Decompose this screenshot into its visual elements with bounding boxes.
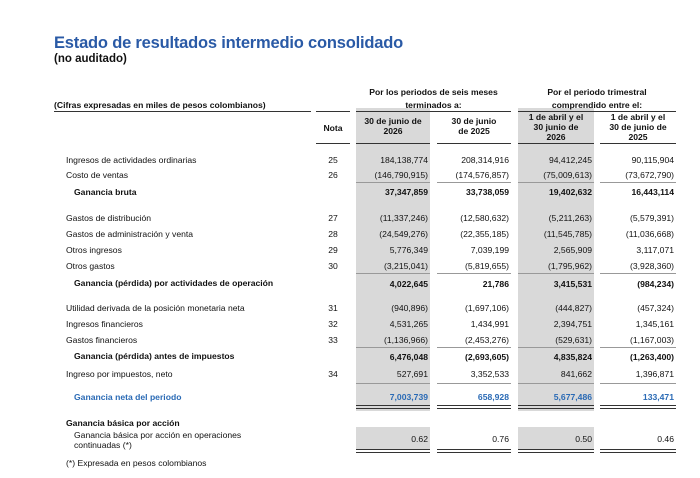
subtotal-rule xyxy=(437,383,511,384)
eps-value-col2: 0.76 xyxy=(492,434,509,444)
group-header-six-months-line1: Por los periodos de seis meses xyxy=(369,87,498,97)
row-value-col3: (5,211,263) xyxy=(548,213,592,223)
subtotal-rule xyxy=(600,383,676,384)
row-nota: 31 xyxy=(328,303,338,313)
row-value-col4: (11,036,668) xyxy=(625,229,674,239)
row-value-col3: (1,795,962) xyxy=(548,261,592,271)
subtotal-rule xyxy=(356,347,430,348)
row-value-col2: (2,693,605) xyxy=(465,352,509,362)
row-value-col1: 37,347,859 xyxy=(384,187,428,197)
row-value-col4: (984,234) xyxy=(637,279,674,289)
net-income-value-col4: 133,471 xyxy=(642,392,674,402)
header-rule-six-months xyxy=(356,111,511,112)
row-value-col4: 90,115,904 xyxy=(631,155,674,165)
row-value-col2: 3,352,533 xyxy=(470,369,509,379)
row-label: Utilidad derivada de la posición monetaria neta xyxy=(66,303,245,313)
row-nota: 29 xyxy=(328,245,338,255)
subtotal-rule xyxy=(356,273,430,274)
row-value-col4: (3,928,360) xyxy=(630,261,674,271)
row-label-subtotal: Ganancia (pérdida) por actividades de operación xyxy=(74,278,274,288)
subtotal-rule xyxy=(600,347,676,348)
row-value-col2: 7,039,199 xyxy=(470,245,509,255)
net-income-value-col2: 658,928 xyxy=(477,392,509,402)
row-value-col3: (529,631) xyxy=(555,335,592,345)
row-value-col2: (2,453,276) xyxy=(465,335,509,345)
row-value-col1: 527,691 xyxy=(396,369,428,379)
subtotal-rule xyxy=(518,383,594,384)
header-bottom-rule-nota xyxy=(316,143,350,144)
group-header-quarter-line2: comprendido entre el: xyxy=(551,100,643,110)
row-value-col1: 4,531,265 xyxy=(389,319,428,329)
eps-value-col1: 0.62 xyxy=(411,434,428,444)
row-value-col2: 33,738,059 xyxy=(465,187,509,197)
row-label-subtotal: Ganancia (pérdida) antes de impuestos xyxy=(74,351,235,361)
group-header-quarter-line1: Por el periodo trimestral xyxy=(547,87,647,97)
subtotal-rule xyxy=(600,182,676,183)
eps-double-rule xyxy=(437,449,511,453)
column-header-six-months-2026-line2: 2026 xyxy=(383,126,403,136)
row-value-col4: 1,396,871 xyxy=(635,369,674,379)
column-header-quarter-2026-line3: 2026 xyxy=(546,132,566,142)
row-value-col2: 1,434,991 xyxy=(470,319,509,329)
net-income-value-col1: 7,003,739 xyxy=(389,392,428,402)
row-label: Ingresos de actividades ordinarias xyxy=(66,155,197,165)
row-value-col4: (73,672,790) xyxy=(625,170,674,180)
row-nota: 28 xyxy=(328,229,338,239)
row-label: Gastos de administración y venta xyxy=(66,229,194,239)
net-income-label: Ganancia neta del periodo xyxy=(74,392,182,402)
column-header-quarter-2025-line2: 30 de junio de xyxy=(609,122,667,132)
net-income-value-col3: 5,677,486 xyxy=(553,392,592,402)
subtotal-rule xyxy=(518,347,594,348)
row-value-col2: (12,580,632) xyxy=(460,213,509,223)
column-header-quarter-2025-line3: 2025 xyxy=(628,132,648,142)
eps-value-col3: 0.50 xyxy=(575,434,592,444)
row-value-col4: 3,117,071 xyxy=(636,245,674,255)
header-bottom-rule-col3 xyxy=(518,143,594,144)
row-nota: 33 xyxy=(328,335,338,345)
row-nota: 34 xyxy=(328,369,338,379)
row-value-col1: 4,022,645 xyxy=(389,279,428,289)
footnote: (*) Expresada en pesos colombianos xyxy=(66,458,207,468)
header-rule-left xyxy=(54,111,311,112)
row-value-col1: 184,138,774 xyxy=(380,155,428,165)
eps-label-line1: Ganancia básica por acción en operaciones xyxy=(74,430,242,440)
header-bottom-rule-col1 xyxy=(356,143,430,144)
double-rule xyxy=(356,405,430,409)
column-header-six-months-2025-line1: 30 de junio xyxy=(451,116,497,126)
row-label: Gastos de distribución xyxy=(66,213,152,223)
row-nota: 25 xyxy=(328,155,338,165)
subtotal-rule xyxy=(437,182,511,183)
row-value-col3: (444,827) xyxy=(555,303,592,313)
column-header-six-months-2025-line2: de 2025 xyxy=(458,126,490,136)
row-value-col4: (1,263,400) xyxy=(630,352,674,362)
group-header-six-months-line2: terminados a: xyxy=(405,100,462,110)
row-value-col2: 208,314,916 xyxy=(461,155,509,165)
row-value-col3: 4,835,824 xyxy=(553,352,592,362)
subtotal-rule xyxy=(600,273,676,274)
row-label: Otros gastos xyxy=(66,261,115,271)
row-value-col4: (457,324) xyxy=(637,303,674,313)
page-subtitle: (no auditado) xyxy=(54,53,127,65)
eps-label-line2: continuadas (*) xyxy=(74,440,132,450)
row-value-col3: 841,662 xyxy=(560,369,592,379)
shaded-column-quarter-2026 xyxy=(518,108,594,411)
row-nota: 32 xyxy=(328,319,338,329)
row-nota: 26 xyxy=(328,170,338,180)
header-rule-nota xyxy=(316,111,350,112)
row-nota: 27 xyxy=(328,213,338,223)
row-value-col3: 2,394,751 xyxy=(553,319,592,329)
column-header-six-months-2026-line1: 30 de junio de xyxy=(364,116,422,126)
row-value-col2: 21,786 xyxy=(482,279,509,289)
header-bottom-rule-col4 xyxy=(600,143,676,144)
row-value-col1: 5,776,349 xyxy=(389,245,428,255)
eps-double-rule xyxy=(600,449,676,453)
row-value-col4: 1,345,161 xyxy=(635,319,674,329)
subtotal-rule xyxy=(518,273,594,274)
row-label: Otros ingresos xyxy=(66,245,122,255)
column-header-quarter-2026-line1: 1 de abril y el xyxy=(528,112,584,122)
subtotal-rule xyxy=(437,347,511,348)
row-value-col3: 19,402,632 xyxy=(548,187,592,197)
row-label-subtotal: Ganancia bruta xyxy=(74,187,137,197)
row-value-col1: (146,790,915) xyxy=(374,170,428,180)
row-value-col1: 6,476,048 xyxy=(389,352,428,362)
row-value-col3: 3,415,531 xyxy=(553,279,592,289)
header-bottom-rule-col2 xyxy=(437,143,511,144)
shaded-column-six-months-2026 xyxy=(356,108,430,411)
row-value-col3: (75,009,613) xyxy=(543,170,592,180)
row-nota: 30 xyxy=(328,261,338,271)
column-header-quarter-2025-line1: 1 de abril y el xyxy=(610,112,666,122)
subtotal-rule xyxy=(518,182,594,183)
eps-double-rule xyxy=(356,449,430,453)
row-label: Costo de ventas xyxy=(66,170,129,180)
row-label: Gastos financieros xyxy=(66,335,138,345)
row-value-col3: (11,545,785) xyxy=(543,229,592,239)
row-label: Ingreso por impuestos, neto xyxy=(66,369,173,379)
double-rule xyxy=(518,405,594,409)
row-value-col1: (940,896) xyxy=(391,303,428,313)
units-note: (Cifras expresadas en miles de pesos colombianos) xyxy=(54,100,266,110)
column-header-nota: Nota xyxy=(323,123,343,133)
eps-value-col4: 0.46 xyxy=(657,434,674,444)
eps-double-rule xyxy=(518,449,594,453)
row-value-col2: (5,819,655) xyxy=(465,261,509,271)
row-value-col2: (22,355,185) xyxy=(460,229,509,239)
row-value-col1: (24,549,276) xyxy=(379,229,428,239)
row-value-col1: (3,215,041) xyxy=(384,261,428,271)
eps-heading: Ganancia básica por acción xyxy=(66,418,180,428)
page-title: Estado de resultados intermedio consolidado xyxy=(54,34,403,52)
row-value-col4: (1,167,003) xyxy=(630,335,674,345)
row-value-col4: 16,443,114 xyxy=(631,187,674,197)
double-rule xyxy=(600,405,676,409)
row-value-col3: 94,412,245 xyxy=(548,155,592,165)
subtotal-rule xyxy=(356,182,430,183)
subtotal-rule xyxy=(356,383,430,384)
row-label: Ingresos financieros xyxy=(66,319,143,329)
double-rule xyxy=(437,405,511,409)
subtotal-rule xyxy=(437,273,511,274)
row-value-col1: (1,136,966) xyxy=(384,335,428,345)
row-value-col4: (5,579,391) xyxy=(630,213,674,223)
row-value-col2: (174,576,857) xyxy=(455,170,509,180)
row-value-col3: 2,565,909 xyxy=(553,245,592,255)
row-value-col1: (11,337,246) xyxy=(379,213,428,223)
row-value-col2: (1,697,106) xyxy=(465,303,509,313)
column-header-quarter-2026-line2: 30 junio de xyxy=(533,122,579,132)
